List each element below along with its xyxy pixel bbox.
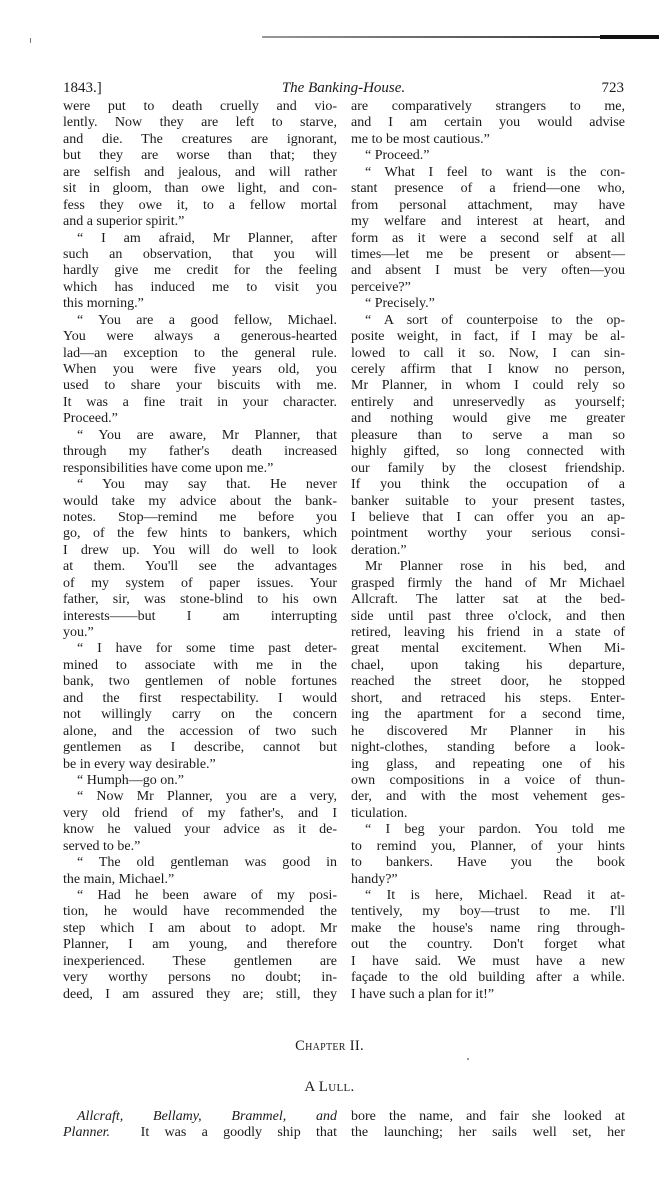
text-line: out the country. Don't forget what: [351, 937, 625, 953]
text-line: and absent I must be very often—you: [351, 263, 625, 279]
text-line: alone, and the accession of two such: [63, 723, 337, 739]
text-line: times—let me be present or absent—: [351, 246, 625, 262]
text-line: hardly give me credit for the feeling: [63, 263, 337, 279]
text-line: It was a fine trait in your character.: [63, 394, 337, 410]
text-line: “ You may say that. He never: [77, 477, 337, 493]
text-line: ticulation.: [351, 805, 408, 821]
text-line: night-clothes, standing before a look-: [351, 740, 625, 756]
text-line: you.”: [63, 625, 94, 640]
text-line: pointment worthy your serious consi-: [351, 526, 625, 542]
text-line: “ I have for some time past deter-: [77, 641, 337, 657]
text-line: but they are worse than that; they: [63, 148, 337, 164]
paragraph: [63, 313, 337, 428]
text-line: Proceed.”: [63, 411, 118, 427]
text-line: gentlemen as I describe, cannot but: [63, 740, 337, 756]
text-line: stant presence of a friend—one who,: [351, 181, 625, 197]
text-line: very old friend of my father's, and I: [63, 805, 337, 821]
text-line: ing glass, and repeating one of his: [351, 756, 625, 772]
paragraph: [351, 296, 625, 312]
paragraph: [63, 641, 337, 773]
text-line: ing the apartment for a second time,: [351, 707, 625, 723]
text-line: our family by the closest friendship.: [351, 460, 625, 476]
text-line: great mental excitement. When Mi-: [351, 641, 625, 657]
paragraph: [63, 789, 337, 855]
text-line: Mr Planner, in whom I could rely so: [351, 378, 625, 394]
text-line: entirely and unreservedly as yourself;: [351, 394, 625, 410]
text-line: be in every way desirable.”: [63, 756, 216, 772]
text-line: [63, 1124, 337, 1140]
paragraph: [63, 773, 337, 789]
text-line: at them. You'll see the advantages: [63, 559, 337, 575]
chapter-left-column: [63, 1108, 337, 1141]
text-line: fess they owe it, to a fellow mortal: [63, 197, 337, 213]
text-line: are comparatively strangers to me,: [351, 99, 625, 114]
chapter-number: Chapter II.: [295, 1038, 364, 1054]
text-line: inexperienced. These gentlemen are: [63, 953, 337, 969]
text-line: side until past three o'clock, and then: [351, 608, 625, 624]
text-line: bore the name, and fair she looked at: [351, 1109, 625, 1124]
left-column: [63, 99, 337, 1003]
text-line: short, and retraced his steps. Enter-: [351, 690, 625, 706]
text-line: “ The old gentleman was good in: [77, 855, 337, 871]
text-line: to bankers. Have you the book: [351, 855, 625, 871]
text-line: from personal attachment, may have: [351, 197, 625, 213]
text-line: cerely affirm that I know no person,: [351, 362, 625, 377]
text-line: and nothing would give me greater: [351, 411, 625, 427]
text-line: not willingly carry on the concern: [63, 707, 337, 723]
text-line: handy?”: [351, 871, 398, 887]
text-line: own compositions in a voice of thun-: [351, 772, 625, 788]
top-rule-thick: [600, 35, 659, 39]
paragraph: [351, 165, 625, 297]
scan-speck: [467, 1058, 469, 1060]
text-line: tion, he would have recommended the: [63, 904, 337, 920]
paragraph: [351, 148, 625, 164]
text-line: You were always a generous-hearted: [63, 329, 337, 345]
text-line: used to share your biscuits with me.: [63, 378, 337, 394]
text-line: highly gifted, so long connected with: [351, 444, 625, 460]
text-line: “ It is here, Michael. Read it at-: [365, 888, 625, 903]
running-year: 1843.]: [63, 80, 102, 96]
text-line: If you think the occupation of a: [351, 477, 625, 493]
text-line: “ Precisely.”: [365, 296, 435, 312]
text-line: sit in gloom, than owe light, and con-: [63, 181, 337, 197]
text-line: go, of the few hints to bankers, which: [63, 526, 337, 542]
chapter-title: A Lull.: [304, 1079, 355, 1095]
text: It was a goodly ship that: [110, 1125, 337, 1141]
text-line: the main, Michael.”: [63, 871, 175, 887]
paragraph: [351, 99, 625, 148]
paragraph: [63, 99, 337, 231]
text-line: of my system of paper issues. Your: [63, 575, 337, 591]
text-line: reached the street door, he stopped: [351, 674, 625, 690]
text-line: interests——but I am interrupting: [63, 608, 337, 624]
text-line: father, sir, was stone-blind to his own: [63, 592, 337, 608]
text-line: tentively, my boy—trust to me. I'll: [351, 904, 625, 920]
text-line: mined to associate with me in the: [63, 657, 337, 673]
text-line: “ Humph—go on.”: [77, 772, 184, 788]
text-line: grasped firmly the hand of Mr Michael: [351, 575, 625, 591]
text-line: “ What I feel to want is the con-: [365, 164, 625, 180]
text-line: the launching; her sails well set, her: [351, 1125, 625, 1141]
text-line: through my father's death increased: [63, 444, 337, 460]
text-line: this morning.”: [63, 296, 144, 312]
text-line: he discovered Mr Planner in his: [351, 723, 625, 739]
text-line: “ I beg your pardon. You told me: [365, 822, 625, 838]
text-line: deed, I am assured they are; still, they: [63, 986, 337, 1002]
text-line: When you were five years old, you: [63, 362, 337, 377]
text-line: Allcraft. The latter sat at the bed-: [351, 592, 625, 608]
right-column: [351, 99, 625, 1003]
text-line: make the house's name ring through-: [351, 920, 625, 936]
text-line: form as it were a second self at all: [351, 230, 625, 246]
text-line: served to be.”: [63, 838, 141, 854]
paragraph: [63, 231, 337, 313]
text-line: to remind you, Planner, of your hints: [351, 838, 625, 854]
text-line: my welfare and interest at heart, and: [351, 214, 625, 230]
text-line: chael, upon taking his departure,: [351, 657, 625, 673]
text-line: I have said. We must have a new: [351, 953, 625, 969]
paragraph: [63, 428, 337, 477]
text-line: lently. Now they are left to starve,: [63, 115, 337, 131]
text-line: Planner, I am young, and therefore: [63, 937, 337, 953]
text-line: “ Now Mr Planner, you are a very,: [77, 789, 337, 805]
text-line: Mr Planner rose in his bed, and: [365, 559, 625, 575]
text-line: and I am certain you would advise: [351, 115, 625, 131]
chapter-right-column: [351, 1108, 625, 1141]
paragraph: [351, 313, 625, 560]
text-line: “ I am afraid, Mr Planner, after: [77, 230, 337, 246]
text-line: me to be most cautious.”: [351, 131, 490, 147]
text-line: “ Had he been aware of my posi-: [77, 888, 337, 903]
text-line: perceive?”: [351, 279, 411, 295]
text-line: [63, 1108, 337, 1124]
paragraph: [351, 822, 625, 888]
text-line: “ You are aware, Mr Planner, that: [77, 427, 337, 443]
text-line: notes. Stop—remind me before you: [63, 509, 337, 525]
text-line: very worthy persons no doubt; in-: [63, 970, 337, 986]
text-line: responsibilities have come upon me.”: [63, 460, 274, 476]
text-line: such an observation, that you will: [63, 246, 337, 262]
italic-text: Allcraft, Bellamy, Brammel, and: [77, 1109, 337, 1124]
text-line: “ You are a good fellow, Michael.: [77, 312, 337, 328]
text-line: know he valued your advice as it de-: [63, 822, 337, 838]
scan-mark: [30, 38, 31, 43]
text-line: retired, leaving his friend in a state of: [351, 625, 625, 640]
text-line: are selfish and jealous, and will rather: [63, 164, 337, 180]
text-line: were put to death cruelly and vio-: [63, 99, 337, 114]
text-line: bank, two gentlemen of noble fortunes: [63, 674, 337, 690]
text-line: and die. The creatures are ignorant,: [63, 131, 337, 147]
running-head: [63, 80, 624, 100]
text-line: “ Proceed.”: [365, 148, 430, 164]
text-line: “ A sort of counterpoise to the op-: [365, 312, 625, 328]
text-line: step which I am about to adopt. Mr: [63, 920, 337, 936]
text-line: I have such a plan for it!”: [351, 986, 495, 1002]
text-line: which has induced me to visit you: [63, 279, 337, 295]
text-line: banker suitable to your present tastes,: [351, 493, 625, 509]
italic-text: Planner.: [63, 1125, 111, 1141]
text-line: I believe that I can offer you an ap-: [351, 509, 625, 525]
running-title: The Banking-House.: [281, 80, 406, 96]
text-line: posite weight, in fact, if I may be al-: [351, 329, 625, 345]
paragraph: [63, 855, 337, 888]
text-line: façade to the old building after a while.: [351, 970, 625, 986]
text-line: pleasure than to serve a man so: [351, 427, 625, 443]
text-line: deration.”: [351, 542, 407, 558]
text-line: lad—an exception to the general rule.: [63, 345, 337, 361]
paragraph: [351, 559, 625, 822]
text-line: would take my advice about the bank-: [63, 493, 337, 509]
page-number: 723: [601, 80, 624, 96]
paragraph: [63, 477, 337, 641]
paragraph: [351, 888, 625, 1003]
text-line: der, and with the most vehement ges-: [351, 789, 625, 805]
text-line: I drew up. You will do well to look: [63, 542, 337, 558]
text-line: and a superior spirit.”: [63, 214, 185, 230]
text-line: and the first respectability. I would: [63, 690, 337, 706]
paragraph: [63, 888, 337, 1003]
text-line: lowed to call it so. Now, I can sin-: [351, 345, 625, 361]
